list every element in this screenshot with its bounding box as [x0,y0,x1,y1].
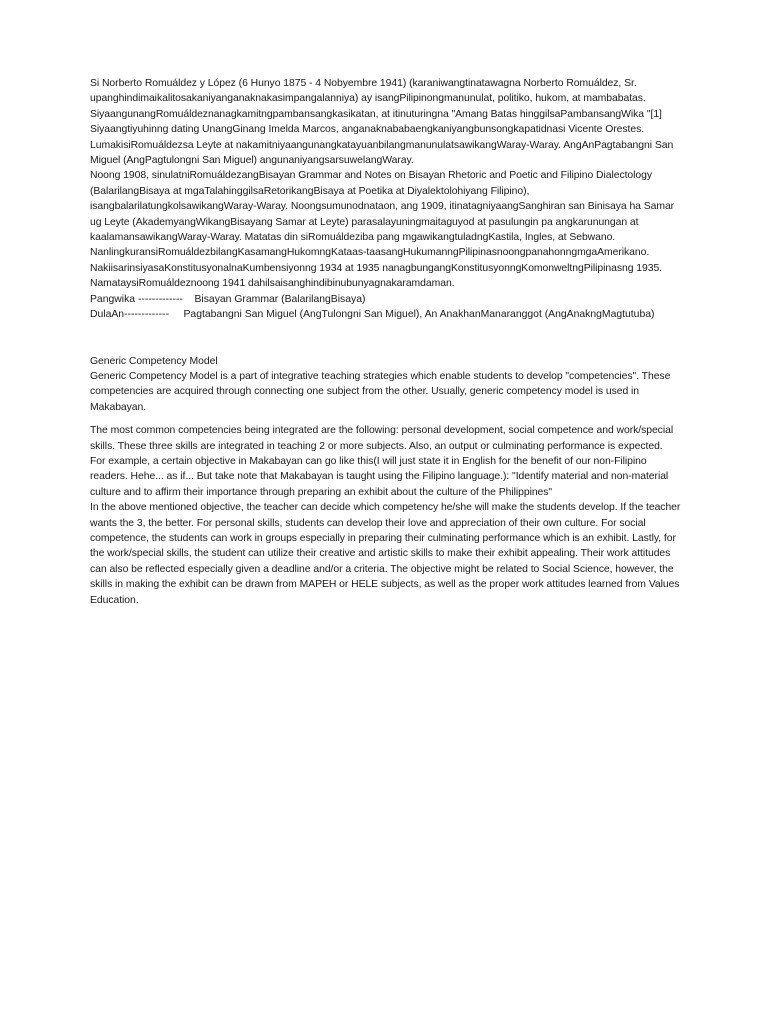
competency-paragraph-4: In the above mentioned objective, the teacher can decide which competency he/she will make the students develop. If the teacher wants the 3, the better. For personal skills, students can develop their love and appreciation of their own culture. For social competence, the students can work in groups especially in preparing their culminating performance which is an exhibit. Lastly, for the work/special skills, the student can utilize their creative and artistic skills to make their exhibit appealing. Their work attitudes can also be reflected especially given a deadline and/or a criteria. The objective might be related to Social Science, however, the skills in making the exhibit can be drawn from MAPEH or HELE subjects, as well as the proper work attitudes learned from Values Education. [90,502,681,606]
works-value: Bisayan Grammar (BalarilangBisaya) [194,293,366,305]
bio-paragraph-1: Si Norberto Romuáldez y López (6 Hunyo 1875 - 4 Nobyembre 1941) (karaniwangtinatawagna Norberto Romuáldez, Sr. upanghindimaikalitosakaniyanganaknakasimpangalanniya) ay isangPilipinongmanunulat, politiko, hukom, at mambabatas. SiyaangunangRomuáldeznanagkamitngpambansangkasikatan, at itinuturingna "Amang Batas hinggilsaPambansangWika "[1] [90,78,662,120]
works-label: Pangwika ------------- [90,293,183,305]
competency-paragraph-3: For example, a certain objective in Makabayan can go like this(I will just state it in English for the benefit of our non-Filipino readers. Hehe... as if... But take note that Makabayan is taught using the Filipino language.): "Identify material and non-material culture and to affirm their importance through preparing an exhibit about the culture of the Philippines" [90,455,669,498]
competency-section [90,354,682,609]
works-row-pangwika [90,292,682,307]
works-label: DulaAn------------- [90,309,170,321]
competency-paragraph-2: The most common competencies being integrated are the following: personal development, social competence and work/special skills. These three skills are integrated in teaching 2 or more subjects. Also, an output or culminating performance is expected. [90,425,674,452]
bio-paragraph-2: Siyaangtiyuhinng dating UnangGinang Imelda Marcos, anganaknababaengkaniyangbunsongkapatidnasi Vicente Orestes. LumakisiRomuáldezsa Leyte at nakamitniyaangunangkatayuanbilangmanunulatsawikangWaray-Waray. AngAnPagtabangni San Miguel (AngPagtulongni San Miguel) angunaniyangsarsuwelangWaray. [90,124,674,167]
section-heading: Generic Competency Model [90,355,218,367]
works-row-dula [90,307,682,322]
works-value: Pagtabangni San Miguel (AngTulongni San Miguel), An AnakhanManaranggot (AngAnakngMagtutuba) [183,309,655,321]
bio-paragraph-3: Noong 1908, sinulatniRomuáldezangBisayan Grammar and Notes on Bisayan Rhetoric and Poetic and Filipino Dialectology (BalarilangBisaya at mgaTalahinggilsaRetorikangBisaya at Poetika at Diyalektolohiyang Filipino), isangbalarilatungkolsawikangWaray-Waray. Noongsumunodnataon, ang 1909, itinatagniyaangSanghiran san Binisaya ha Samar ug Leyte (AkademyangWikangBisayang Samar at Leyte) parasalayuningmaitaguyod at pasulungin pa angkarunungan at kaalamansawikangWaray-Waray. Matatas din siRomuáldeziba pang mgawikangtuladngKastila, Ingles, at Sebwano. [90,170,675,244]
bio-paragraph-5: NamataysiRomuáldeznoong 1941 dahilsaisanghindibinubunyagnakaramdaman. [90,278,455,290]
competency-paragraph-1: Generic Competency Model is a part of integrative teaching strategies which enable students to develop "competencies". These competencies are acquired through connecting one subject from the other. Usually, generic competency model is used in Makabayan. [90,370,671,413]
document-page [90,76,682,608]
bio-paragraph-4: NanlingkuransiRomuáldezbilangKasamangHukomngKataas-taasangHukumanngPilipinasnoongpanahonngmgaAmerikano. NakiisarinsiyasaKonstitusyonalnaKumbensiyonng 1934 at 1935 nanagbungangKonstitusyonngKomonweltngPilipinasng 1935. [90,247,663,274]
biography-section [90,76,682,323]
